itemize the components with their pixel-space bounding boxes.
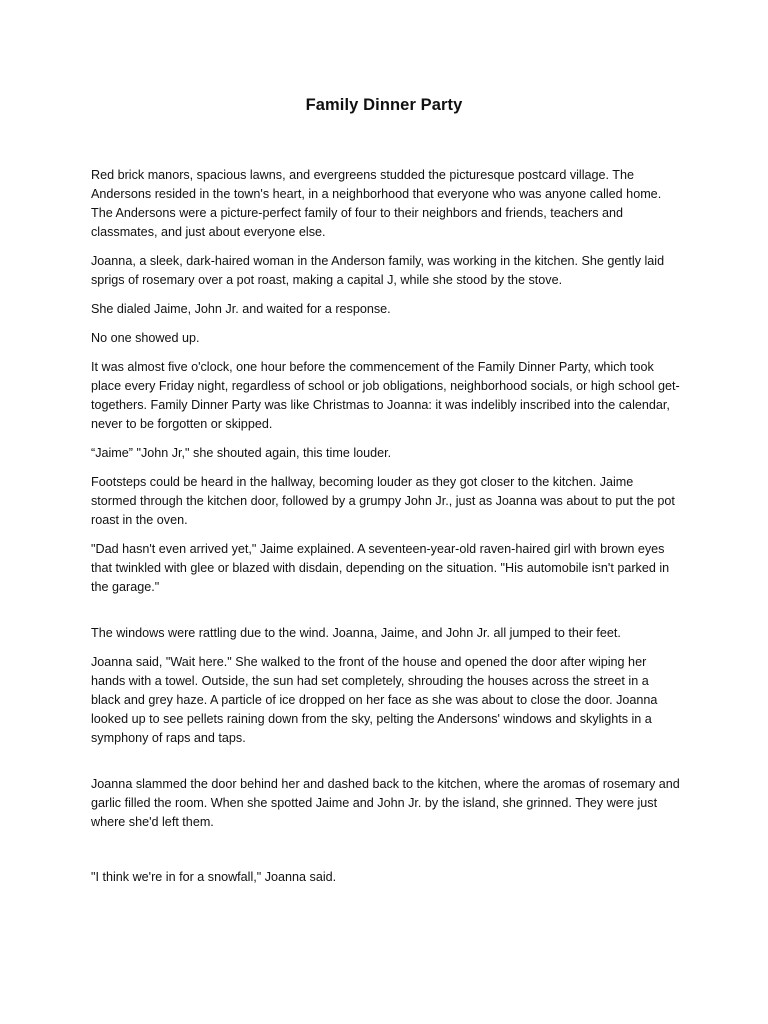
paragraph-10: Joanna said, "Wait here." She walked to the front of the house and opened the door after wiping her hands with a towel. Outside, the sun had set completely, shrouding the houses across the street in a black and grey haze. A particle of ice dropped on her face as she was about to close the door. Joanna looked up to see pellets raining down from the sky, pelting the Andersons' windows and skylights in a symphony of raps and taps. bbox=[91, 655, 658, 745]
paragraph-7: Footsteps could be heard in the hallway, becoming louder as they got closer to the kitchen. Jaime stormed through the kitchen door, followed by a grumpy John Jr., just as Joanna was about to put the pot roast in the oven. bbox=[91, 475, 675, 527]
paragraph-1: Red brick manors, spacious lawns, and evergreens studded the picturesque postcard village. The Andersons resided in the town's heart, in a neighborhood that everyone who was anyone called home. The Andersons were a picture-perfect family of four to their neighbors and friends, teachers and classmates, and just about everyone else. bbox=[91, 168, 662, 239]
paragraph-2: Joanna, a sleek, dark-haired woman in the Anderson family, was working in the kitchen. She gently laid sprigs of rosemary over a pot roast, making a capital J, while she stood by the stove. bbox=[91, 254, 665, 287]
paragraph-6: “Jaime” "John Jr," she shouted again, this time louder. bbox=[91, 446, 392, 460]
paragraph-8: "Dad hasn't even arrived yet," Jaime explained. A seventeen-year-old raven-haired girl with brown eyes that twinkled with glee or blazed with disdain, depending on the situation. "His automobile isn't parked in the garage." bbox=[91, 542, 670, 594]
paragraph-4: No one showed up. bbox=[91, 331, 200, 345]
paragraph-3: She dialed Jaime, John Jr. and waited for a response. bbox=[91, 302, 391, 316]
page-title: Family Dinner Party bbox=[305, 96, 463, 114]
paragraph-12: "I think we're in for a snowfall," Joanna said. bbox=[91, 870, 337, 884]
story-body bbox=[91, 166, 681, 897]
paragraph-11: Joanna slammed the door behind her and dashed back to the kitchen, where the aromas of rosemary and garlic filled the room. When she spotted Jaime and John Jr. by the island, she grinned. They were just where she'd left them. bbox=[91, 777, 680, 829]
paragraph-9: The windows were rattling due to the wind. Joanna, Jaime, and John Jr. all jumped to their feet. bbox=[91, 626, 621, 640]
paragraph-5: It was almost five o'clock, one hour before the commencement of the Family Dinner Party, which took place every Friday night, regardless of school or job obligations, neighborhood socials, or high school get-togethers. Family Dinner Party was like Christmas to Joanna: it was indelibly inscribed into the calendar, never to be forgotten or skipped. bbox=[91, 360, 680, 431]
